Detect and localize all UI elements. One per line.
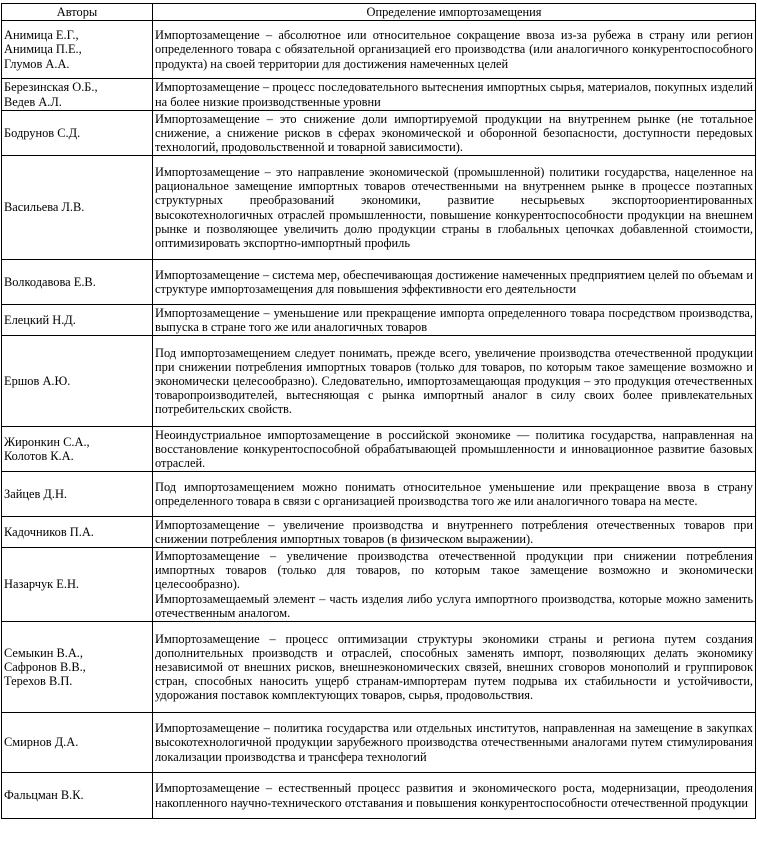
author-name: Бодрунов С.Д. xyxy=(4,125,81,140)
author-name: Семыкин В.А., xyxy=(4,645,83,660)
author-name: Колотов К.А. xyxy=(4,449,74,463)
author-name: Назарчук Е.Н. xyxy=(4,577,79,592)
definition-column-header: Определение импортозамещения xyxy=(153,4,756,21)
definition-text: Импортозамещение – увеличение производства и внутреннего потребления отечественных товаров при снижении потребления импортных товаров (в физическом выражении). xyxy=(155,517,753,546)
author-name: Анимица Е.Г., xyxy=(4,28,79,43)
header-row xyxy=(2,4,756,21)
definition-text: Импортозамещение – это снижение доли импортируемой продукции на внутреннем рынке (не тотальное снижение, а снижение рисков в сферах экономической и оборонной безопасности, доступности передовых технологий, продовольственной и товарной зависимости). xyxy=(155,111,753,155)
author-cell xyxy=(2,111,153,156)
author-name: Фальцман В.К. xyxy=(4,788,84,803)
definition-text: Импортозамещение – политика государства или отдельных институтов, направленная на замещение в закупках высокотехнологичной продукции зарубежного производства отечественными аналогами путем стимулирования локализации производства и трансфера технологий xyxy=(155,721,753,764)
definition-cell xyxy=(153,472,756,517)
definition-cell xyxy=(153,111,756,156)
definition-cell xyxy=(153,260,756,305)
authors-column-header: Авторы xyxy=(2,4,153,21)
author-cell xyxy=(2,713,153,773)
author-name: Кадочников П.А. xyxy=(4,524,94,539)
author-cell xyxy=(2,336,153,427)
author-cell xyxy=(2,260,153,305)
definitions-table xyxy=(1,3,756,819)
table-row xyxy=(2,305,756,336)
definition-cell xyxy=(153,156,756,260)
author-name: Васильева Л.В. xyxy=(4,200,85,215)
definition-cell xyxy=(153,622,756,713)
author-cell xyxy=(2,548,153,622)
author-cell xyxy=(2,305,153,336)
table-row xyxy=(2,773,756,819)
definition-cell xyxy=(153,548,756,622)
author-name: Жиронкин С.А., xyxy=(4,434,90,449)
definition-cell xyxy=(153,773,756,819)
author-cell xyxy=(2,622,153,713)
definition-text: Импортозамещение – уменьшение или прекращение импорта определенного товара посредством производства, выпуска в стране того же или аналогичных товаров xyxy=(155,305,753,334)
table-row xyxy=(2,427,756,472)
author-name: Волкодавова Е.В. xyxy=(4,274,96,289)
table-row xyxy=(2,260,756,305)
definition-cell xyxy=(153,336,756,427)
author-name: Глумов А.А. xyxy=(4,56,70,71)
author-cell xyxy=(2,773,153,819)
definition-text: Импортозамещение – это направление экономической (промышленной) политики государства, нацеленное на рациональное замещение импортных товаров отечественными на внутреннем рынке в процессе поэтапных структурных преобразований экономики, развитие несырьевых экспортоориентированных высокотехнологичных отраслей промышленности, повышение конкурентоспособности продукции на внешнем рынке и позволяющее увеличить долю продукции страны в глобальных цепочках добавленной стоимости, оптимизировать экспортно-импортный профиль xyxy=(155,165,753,250)
definition-text: Под импортозамещением следует понимать, прежде всего, увеличение производства отечественной продукции при снижении потребления импортных товаров (только для товаров, по которым такое замещение возможно и экономически целесообразно). Следовательно, импортозамещающая продукция – это продукция отечественных товаропроизводителей, вытесняющая с рынка импортный аналог в силу своих более привлекательных потребительских свойств. xyxy=(155,345,753,417)
definition-cell xyxy=(153,79,756,111)
author-name: Сафронов В.В., xyxy=(4,659,86,674)
definition-cell xyxy=(153,305,756,336)
definition-text: Импортозамещение – увеличение производства отечественной продукции при снижении потребления импортных товаров (только для товаров, по которым такое замещение возможно и экономически целесообразно). xyxy=(155,549,753,592)
definition-text: Под импортозамещением можно понимать относительное уменьшение или прекращение ввоза в страну определенного товара в связи с организацией производства того же или аналогичного товара на месте. xyxy=(155,479,753,508)
author-name: Смирнов Д.А. xyxy=(4,735,79,750)
table-row xyxy=(2,548,756,622)
definition-text: Импортозамещение – процесс последовательного вытеснения импортных сырья, материалов, покупных изделий на более низкие производственные уровни xyxy=(155,80,753,109)
author-cell xyxy=(2,21,153,79)
author-name: Терехов В.П. xyxy=(4,674,73,689)
table-row xyxy=(2,336,756,427)
table-row xyxy=(2,622,756,713)
definition-text: Импортозамещение – абсолютное или относительное сокращение ввоза из-за рубежа в страну или регион определенного товара с обязательной организацией его производства (или аналогичного конкурентоспособного продукта) на своей территории для достижения намеченных целей xyxy=(155,28,753,71)
definition-cell xyxy=(153,21,756,79)
table-row xyxy=(2,21,756,79)
author-name: Зайцев Д.Н. xyxy=(4,486,68,501)
author-cell xyxy=(2,472,153,517)
definition-cell xyxy=(153,517,756,548)
author-name: Березинская О.Б., xyxy=(4,80,98,95)
author-name: Ершов А.Ю. xyxy=(4,373,71,388)
table-row xyxy=(2,156,756,260)
author-cell xyxy=(2,427,153,472)
author-name: Ведев А.Л. xyxy=(4,94,62,109)
table-row xyxy=(2,517,756,548)
author-name: Елецкий Н.Д. xyxy=(4,312,76,327)
definition-text: Импортозамещение – процесс оптимизации структуры экономики страны и региона путем создания дополнительных производств и отраслей, способных заменять импорт, позволяющих делать экономику независимой от внешних рисков, внешнеэкономических связей, внешних сговоров монополий и группировок стран, способных наносить ущерб странам-импортерам путем подрыва их стабильности и устойчивости, удорожания поставок комплектующих товаров, сырья, продовольствия. xyxy=(155,631,753,703)
definition-text: Импортозамещаемый элемент – часть изделия либо услуга импортного производства, которые можно заменить отечественным аналогом. xyxy=(155,591,753,620)
author-cell xyxy=(2,79,153,111)
table-row xyxy=(2,79,756,111)
definition-text: Импортозамещение – естественный процесс развития и экономического роста, модернизации, преодоления накопленного научно-технического отставания и повышения конкурентоспособности отечественной продукции xyxy=(155,781,753,810)
definition-text: Неоиндустриальное импортозамещение в российской экономике — политика государства, направленная на восстановление конкурентоспособной обрабатывающей промышленности и инновационное развитие базовых отраслей. xyxy=(155,427,753,471)
author-name: Анимица П.Е., xyxy=(4,42,82,57)
definition-cell xyxy=(153,427,756,472)
author-cell xyxy=(2,517,153,548)
table-row xyxy=(2,713,756,773)
definition-text: Импортозамещение – система мер, обеспечивающая достижение намеченных предприятием целей по объемам и структуре импортозамещения для повышения эффективности его деятельности xyxy=(155,267,753,296)
author-cell xyxy=(2,156,153,260)
definition-cell xyxy=(153,713,756,773)
table-row xyxy=(2,111,756,156)
table-row xyxy=(2,472,756,517)
